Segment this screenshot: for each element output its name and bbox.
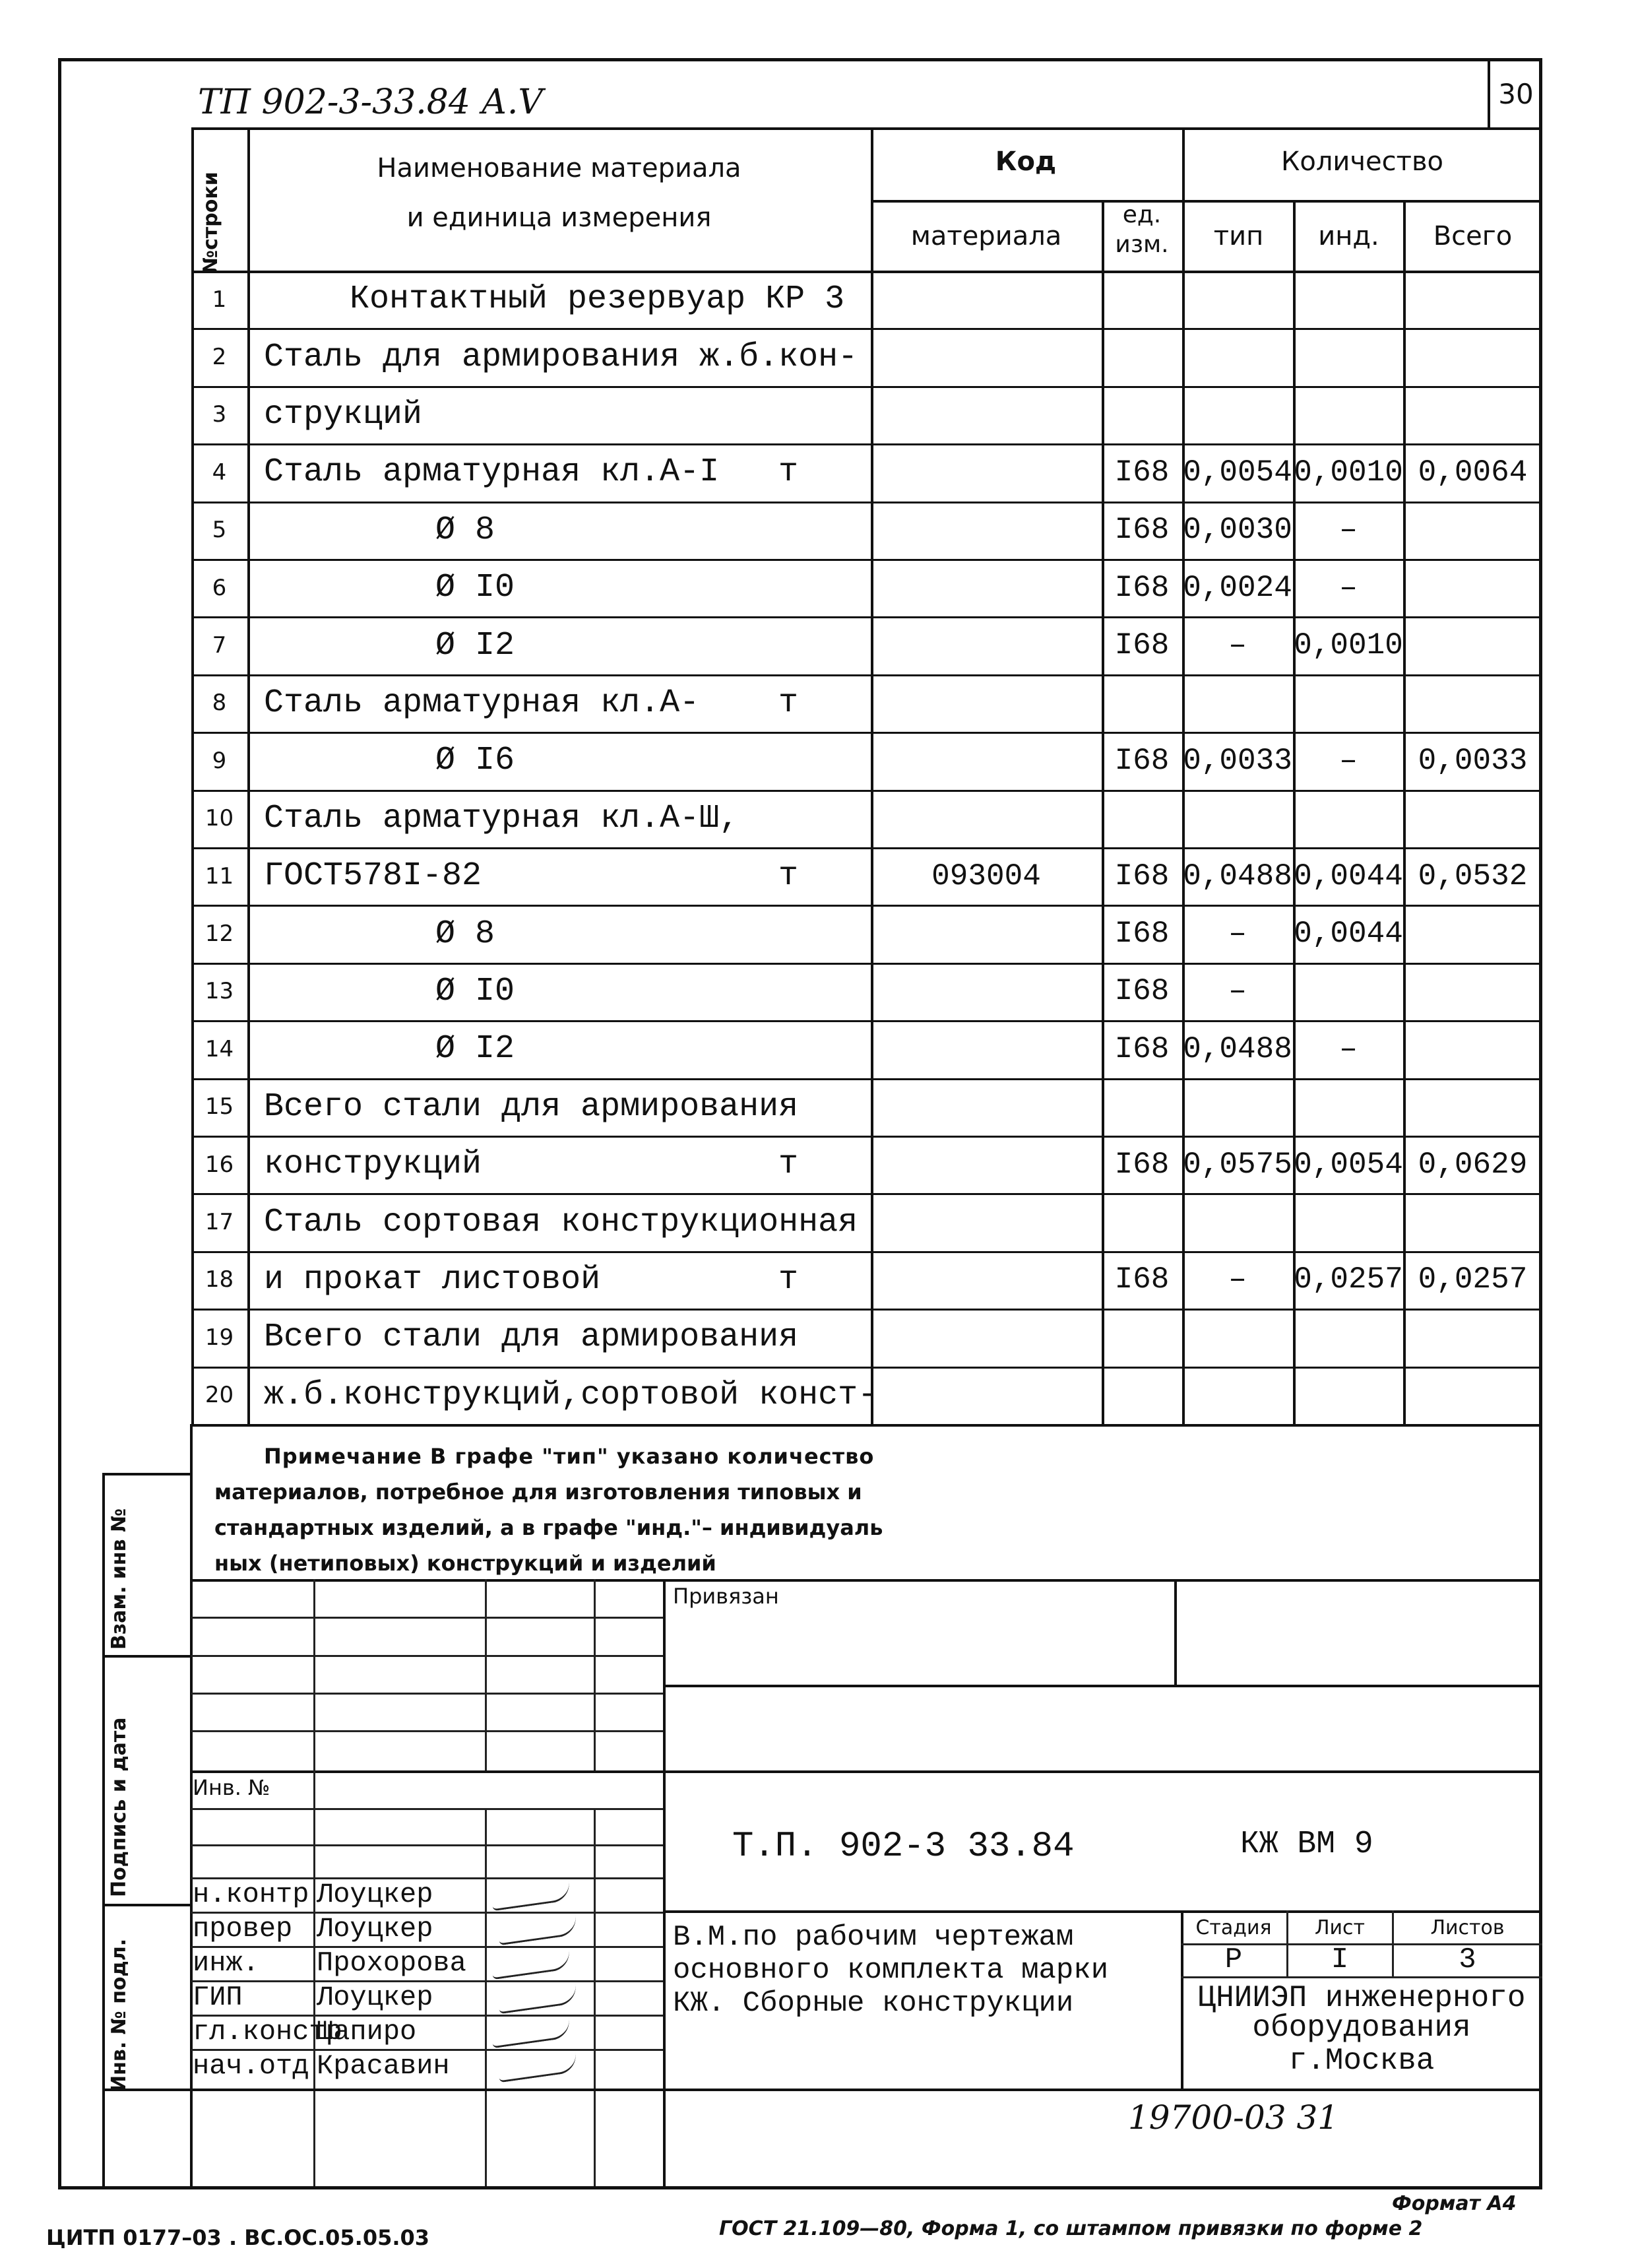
stamp-privyazan-right: [1174, 1579, 1177, 1685]
cell-total: 0,0629: [1418, 1147, 1528, 1182]
cell-name: Всего стали для армирования: [264, 1087, 799, 1126]
stamp-title-line2: основного комплекта марки: [673, 1954, 1109, 1987]
cell-typ: 0,0575: [1183, 1147, 1292, 1182]
stamp-inv-divider2: [485, 1808, 487, 2186]
cell-typ: [1183, 328, 1292, 385]
cell-name: Ø I6: [435, 742, 515, 780]
stamp-bottom-line: [102, 2089, 1542, 2091]
stamp-stage-bottom: [1181, 1976, 1542, 1978]
cell-ind: [1294, 674, 1402, 732]
cell-name: Всего стали для армирования: [264, 1318, 799, 1357]
cell-typ: 0,0054: [1183, 455, 1292, 490]
cell-u: [778, 790, 831, 847]
cell-name: Ø I0: [435, 972, 515, 1010]
cell-u: [778, 386, 831, 443]
cell-n: 19: [204, 1324, 234, 1351]
cell-u: [778, 1193, 831, 1250]
cell-total: [1405, 674, 1540, 732]
cell-code: 093004: [931, 859, 1041, 893]
cell-u: т: [778, 1260, 799, 1299]
stamp-grid-v3: [594, 1579, 596, 1770]
header-qty-type: тип: [1213, 220, 1264, 251]
cell-n: 3: [212, 401, 227, 428]
cell-u: т: [778, 1146, 799, 1184]
stamp-inv-divider3: [594, 1808, 596, 2186]
cell-total: [1405, 905, 1540, 962]
cell-n: 12: [204, 921, 234, 948]
cell-u: [778, 963, 831, 1020]
cell-ind: 0,0010: [1294, 455, 1403, 490]
stamp-inv-label: Инв. №: [193, 1775, 270, 1800]
header-code-group: Код: [995, 146, 1057, 177]
cell-code: [872, 443, 1100, 501]
cell-name: Сталь арматурная кл.А-Ш,: [264, 799, 739, 837]
stamp-inv-h1: [191, 1808, 663, 1810]
cell-total: [1405, 1193, 1540, 1250]
stamp-role-name: Лоуцкер: [317, 1913, 433, 1945]
cell-typ: [1183, 271, 1292, 328]
cell-unit: I68: [1114, 1031, 1170, 1066]
cell-ind: [1294, 790, 1402, 847]
cell-total: 0,0033: [1418, 743, 1528, 778]
cell-unit: [1103, 674, 1181, 732]
cell-u: т: [778, 453, 799, 492]
stamp-doc-code: Т.П. 902-3 33.84: [732, 1827, 1075, 1867]
stamp-role: н.контр: [193, 1879, 309, 1910]
cell-ind: [1294, 386, 1402, 443]
header-name-line2: и единица измерения: [406, 203, 712, 233]
cell-ind: [1294, 1309, 1402, 1366]
cell-code: [872, 1078, 1100, 1136]
cell-total: [1405, 502, 1540, 559]
cell-name: Сталь арматурная кл.А-: [264, 684, 700, 722]
cell-name: Сталь для армирования ж.б.кон-: [264, 338, 858, 376]
cell-u: [778, 1020, 831, 1078]
cell-typ: [1183, 1193, 1292, 1250]
cell-code: [872, 905, 1100, 962]
cell-code: [872, 790, 1100, 847]
cell-typ: [1183, 1078, 1292, 1136]
cell-code: [872, 271, 1100, 328]
side-label-vzam: Взам. инв №: [108, 1508, 131, 1650]
cell-typ: 0,0030: [1183, 513, 1292, 548]
archive-number: 19700-03 31: [1128, 2098, 1339, 2137]
stamp-role-name: Лоуцкер: [317, 1982, 433, 2013]
side-strip-left: [102, 1473, 105, 2189]
cell-ind: [1294, 1367, 1402, 1424]
cell-ind: 0,0010: [1294, 628, 1403, 663]
table-top-border: [191, 127, 1542, 130]
cell-u: [778, 271, 831, 328]
side-label-inv-podl: Инв. № подл.: [108, 1938, 131, 2092]
cell-u: [778, 1367, 831, 1424]
stamp-role: нач.отд: [193, 2050, 309, 2082]
cell-n: 5: [212, 517, 227, 544]
header-code-unit-line2: изм.: [1115, 230, 1169, 258]
cell-code: [872, 1193, 1100, 1250]
stamp-title-line3: КЖ. Сборные конструкции: [673, 1987, 1074, 2020]
stamp-grid-h5: [191, 1770, 1542, 1773]
cell-typ: –: [1228, 628, 1247, 663]
cell-typ: –: [1228, 974, 1247, 1009]
cell-ind: [1294, 271, 1402, 328]
stamp-grid-h1: [191, 1617, 663, 1619]
cell-total: 0,0257: [1418, 1262, 1528, 1297]
cell-u: т: [778, 684, 799, 722]
side-label-podpis: Подпись и дата: [108, 1717, 131, 1897]
header-qty-group: Количество: [1280, 146, 1443, 177]
cell-unit: I68: [1114, 628, 1170, 663]
cell-ind: 0,0257: [1294, 1262, 1403, 1297]
cell-unit: [1103, 1367, 1181, 1424]
cell-typ: 0,0488: [1183, 1031, 1292, 1066]
stamp-grid-v2: [485, 1579, 487, 1770]
stamp-inv-h2: [191, 1844, 663, 1846]
cell-ind: –: [1339, 570, 1358, 605]
cell-n: 8: [212, 690, 227, 717]
page-number: 30: [1498, 77, 1534, 110]
cell-typ: [1183, 674, 1292, 732]
cell-code: [872, 386, 1100, 443]
table-bottom-line: [191, 1424, 1542, 1427]
cell-n: 9: [212, 747, 227, 774]
cell-unit: [1103, 790, 1181, 847]
cell-code: [872, 328, 1100, 385]
cell-typ: [1183, 1367, 1292, 1424]
cell-typ: –: [1228, 1262, 1247, 1297]
cell-u: [778, 732, 831, 789]
cell-ind: 0,0054: [1294, 1147, 1403, 1182]
stamp-grid-v4: [663, 1579, 666, 2189]
side-strip-top: [102, 1473, 191, 1475]
cell-typ: –: [1228, 917, 1247, 952]
cell-u: [778, 1078, 831, 1136]
cell-n: 18: [204, 1266, 234, 1293]
cell-total: [1405, 328, 1540, 385]
stamp-role-name: Красавин: [317, 2050, 450, 2082]
header-code-material: материала: [910, 220, 1062, 251]
cell-name: Ø 8: [435, 915, 495, 953]
cell-ind: –: [1339, 1031, 1358, 1066]
cell-u: [778, 1309, 831, 1366]
stamp-title-line1: В.М.по рабочим чертежам: [673, 1921, 1074, 1954]
cell-name: Ø 8: [435, 511, 495, 549]
cell-ind: 0,0044: [1294, 917, 1403, 952]
cell-unit: [1103, 271, 1181, 328]
cell-ind: –: [1339, 513, 1358, 548]
stamp-privyazan: Привязан: [673, 1584, 779, 1609]
stamp-role-name: Шапиро: [317, 2016, 417, 2048]
cell-code: [872, 732, 1100, 789]
cell-ind: [1294, 328, 1402, 385]
cell-n: 2: [212, 344, 227, 371]
stamp-top-line: [191, 1579, 1542, 1582]
cell-name: Ø I0: [435, 569, 515, 607]
cell-unit: [1103, 1193, 1181, 1250]
stamp-stage: Р: [1224, 1943, 1243, 1976]
cell-n: 4: [212, 459, 227, 486]
cell-total: [1405, 1309, 1540, 1366]
cell-unit: [1103, 1078, 1181, 1136]
note-line4: ных (нетиповых) конструкций и изделий: [214, 1551, 716, 1576]
cell-total: [1405, 559, 1540, 616]
cell-typ: [1183, 790, 1292, 847]
cell-u: [778, 328, 831, 385]
header-code-unit-line1: ед.: [1122, 201, 1162, 228]
stamp-sheet: I: [1331, 1943, 1349, 1976]
stamp-grid-h4: [191, 1730, 663, 1732]
stamp-org-line3: г.Москва: [1288, 2043, 1435, 2078]
cell-code: [872, 963, 1100, 1020]
cell-unit: I68: [1114, 974, 1170, 1009]
stamp-role: инж.: [193, 1947, 259, 1979]
cell-total: [1405, 1078, 1540, 1136]
cell-unit: I68: [1114, 1147, 1170, 1182]
cell-name: ГОСТ578I-82: [264, 857, 482, 895]
stamp-sheet-label: Лист: [1314, 1916, 1366, 1939]
cell-typ: [1183, 386, 1292, 443]
stamp-role-name: Прохорова: [317, 1947, 466, 1979]
cell-typ: 0,0488: [1183, 859, 1292, 893]
cell-n: 17: [204, 1209, 234, 1236]
cell-ind: [1294, 1193, 1402, 1250]
cell-code: [872, 502, 1100, 559]
cell-n: 15: [204, 1093, 234, 1120]
cell-n: 6: [212, 574, 227, 601]
cell-total: [1405, 1020, 1540, 1078]
cell-ind: –: [1339, 743, 1358, 778]
cell-ind: [1294, 1078, 1402, 1136]
header-qty-ind: инд.: [1318, 220, 1379, 251]
cell-code: [872, 1136, 1100, 1193]
doc-code-handwritten: ТП 902-3-33.84 А.V: [198, 82, 543, 122]
stamp-grid-h2: [191, 1655, 663, 1657]
cell-unit: I68: [1114, 743, 1170, 778]
cell-code: [872, 1309, 1100, 1366]
stamp-role: гл.констр: [193, 2016, 342, 2048]
cell-n: 16: [204, 1151, 234, 1178]
cell-code: [872, 1367, 1100, 1424]
header-row-no: №строки: [199, 172, 222, 274]
cell-n: 14: [204, 1035, 234, 1062]
header-mid-line: [871, 200, 1542, 203]
cell-u: [778, 616, 831, 674]
cell-name: и прокат листовой: [264, 1260, 601, 1299]
cell-n: 13: [204, 978, 234, 1005]
cell-total: [1405, 790, 1540, 847]
cell-total: [1405, 271, 1540, 328]
cell-total: 0,0532: [1418, 859, 1528, 893]
cell-unit: I68: [1114, 455, 1170, 490]
cell-code: [872, 1020, 1100, 1078]
cell-name: Ø I2: [435, 1030, 515, 1068]
footer-right: ГОСТ 21.109—80, Форма 1, со штампом привязки по форме 2: [719, 2217, 1423, 2240]
col-line-rowno: [247, 127, 250, 1424]
side-strip-div1: [102, 1655, 191, 1658]
cell-code: [872, 616, 1100, 674]
cell-u: [778, 559, 831, 616]
stamp-stage-label: Стадия: [1195, 1916, 1272, 1939]
note-line2: материалов, потребное для изготовления типовых и: [214, 1479, 862, 1505]
cell-name: струкций: [264, 395, 423, 434]
stamp-role-name: Лоуцкер: [317, 1879, 433, 1910]
cell-u: [778, 905, 831, 962]
note-line1: Примечание В графе "тип" указано количество: [264, 1444, 875, 1469]
cell-total: [1405, 386, 1540, 443]
cell-n: 1: [212, 286, 227, 313]
cell-total: [1405, 963, 1540, 1020]
cell-unit: I68: [1114, 513, 1170, 548]
stamp-org-line1: ЦНИИЭП инженерного: [1197, 1980, 1526, 2015]
stamp-org-line2: оборудования: [1252, 2010, 1471, 2045]
cell-total: [1405, 1367, 1540, 1424]
stamp-sheets-label: Листов: [1430, 1916, 1505, 1939]
cell-name: Контактный резервуар КР 3: [350, 280, 845, 319]
cell-name: Сталь арматурная кл.А-I: [264, 453, 720, 492]
cell-unit: [1103, 1309, 1181, 1366]
cell-unit: [1103, 386, 1181, 443]
note-line3: стандартных изделий, а в графе "инд."– индивидуаль: [214, 1515, 883, 1540]
cell-name: конструкций: [264, 1146, 482, 1184]
cell-total: [1405, 616, 1540, 674]
cell-unit: I68: [1114, 570, 1170, 605]
cell-typ: [1183, 1309, 1292, 1366]
stamp-grid-v1: [313, 1579, 315, 1770]
stamp-role: ГИП: [193, 1982, 243, 2013]
cell-ind: 0,0044: [1294, 859, 1403, 893]
cell-code: [872, 559, 1100, 616]
cell-u: [778, 502, 831, 559]
cell-total: 0,0064: [1418, 455, 1528, 490]
cell-code: [872, 1251, 1100, 1309]
cell-ind: [1294, 963, 1402, 1020]
cell-name: Ø I2: [435, 626, 515, 664]
stamp-sheets: 3: [1459, 1943, 1476, 1976]
cell-n: 11: [204, 862, 234, 890]
cell-n: 7: [212, 632, 227, 659]
cell-unit: I68: [1114, 1262, 1170, 1297]
cell-name: ж.б.конструкций,сортовой конст-: [264, 1376, 878, 1414]
header-qty-total: Всего: [1433, 220, 1513, 251]
cell-name: Сталь сортовая конструкционная: [264, 1203, 858, 1241]
header-name-line1: Наименование материала: [377, 153, 741, 183]
stamp-privyazan-bottom: [663, 1685, 1542, 1687]
cell-typ: 0,0024: [1183, 570, 1292, 605]
stamp-role: провер: [193, 1913, 293, 1945]
footer-left: ЦИТП 0177–03 . ВС.ОС.05.05.03: [46, 2225, 430, 2250]
cell-unit: I68: [1114, 859, 1170, 893]
stamp-grid-h3: [191, 1693, 663, 1695]
cell-n: 10: [204, 805, 234, 832]
cell-n: 20: [204, 1382, 234, 1409]
cell-unit: I68: [1114, 917, 1170, 952]
stamp-mark: КЖ ВМ 9: [1240, 1827, 1373, 1862]
cell-unit: [1103, 328, 1181, 385]
cell-code: [872, 674, 1100, 732]
format-label: Формат А4: [1392, 2192, 1517, 2215]
side-strip-div2: [102, 1904, 191, 1906]
cell-u: т: [778, 857, 799, 895]
cell-typ: 0,0033: [1183, 743, 1292, 778]
